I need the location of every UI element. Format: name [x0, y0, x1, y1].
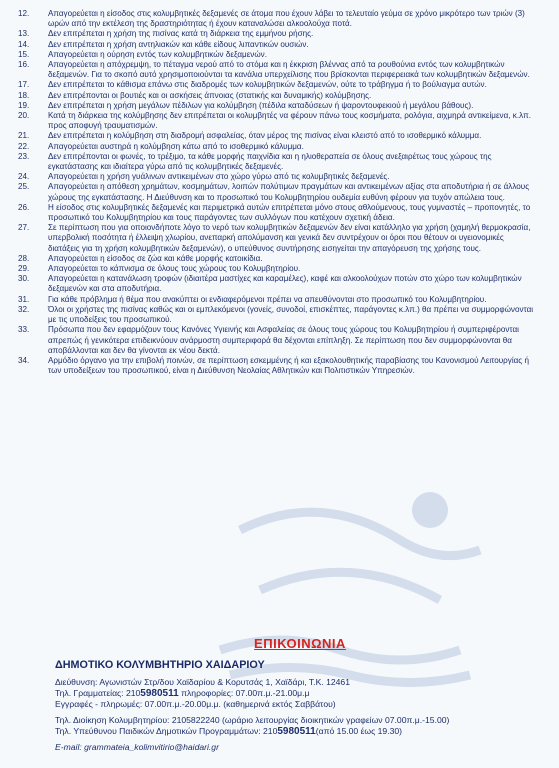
rule-number: 23. [18, 151, 30, 161]
rule-number: 24. [18, 172, 30, 182]
rule-number: 18. [18, 90, 30, 100]
rule-number: 12. [18, 9, 30, 18]
rule-number: 20. [18, 111, 30, 121]
rule-number: 17. [18, 80, 30, 90]
rule-number: 15. [18, 49, 30, 59]
rule-item [0, 152, 559, 172]
rule-text: Απαγορεύεται η κατανάλωση τροφών (ιδιαιτέρα μαστίχες και καραμέλες), καφέ και αλκοολούχων ποτών στο χώρο των κολυμβητικών δεξαμενών και στα αποδυτήρια. [48, 274, 522, 294]
rule-number: 14. [18, 39, 30, 49]
contact-section [55, 636, 545, 753]
rule-text: Απαγορεύεται το κάπνισμα σε όλους τους χώρους του Κολυμβητηρίου. [48, 264, 301, 274]
rule-text: Η είσοδος στις κολυμβητικές δεξαμενές και περιμετρικά αυτών επιτρέπεται μόνο στους αθλούμενους, τους γυμναστές – προπονητές, το προσωπικό του Κολυμβητηρίου και τους παράγοντες των συλλόγων που κατέχουν σχετική άδεια. [48, 202, 531, 223]
rule-item [0, 274, 559, 294]
rule-text: Δεν επιτρέπονται οι φωνές, το τρέξιμο, τα κάθε μορφής παιχνίδια και η ηλιοθεραπεία σε όλους ανεξαιρέτως τους χώρους της εγκατάστασης και ιδιαίτερα γύρω από τις κολυμβητικές δεξαμενές. [48, 151, 492, 172]
address-line: Διεύθυνση: Αγωνιστών Στρ/δου Χαϊδαρίου & Κορυτσάς 1, Χαϊδάρι, Τ.Κ. 12461 [55, 677, 350, 687]
rule-text: Όλοι οι χρήστες της πισίνας καθώς και οι εμπλεκόμενοι (γονείς, συνοδοί, επισκέπτες, παράγοντες κ.λπ.) θα πρέπει να συμμορφώνονται με τις υποδείξεις του προσωπικού. [48, 304, 534, 325]
rule-item [0, 50, 559, 60]
secretariat-line [55, 688, 545, 699]
rule-item [0, 9, 559, 29]
rule-text: Απαγορεύεται η είσοδος σε ζώα και κάθε μορφής κατοικίδια. [48, 253, 263, 263]
rule-item [0, 111, 559, 131]
rule-text: Απαγορεύεται η απόχρεμψη, το πέταγμα νερού από το στόμα και η έκκριση βλέννας από τα ρουθούνια εντός των κολυμβητικών δεξαμενών. Για το σκοπό αυτό χρησιμοποιούνται τα κανάλια υπερχείλισης που βρίσκονται περιφερειακά των κολυμβητικών δεξαμενών. [48, 60, 530, 80]
rule-text: Δεν επιτρέπονται οι βουτιές και οι ασκήσεις άπνοιας (στατικής και δυναμικής) κολύμβησης. [48, 90, 372, 100]
email-line[interactable]: E-mail: grammateia_kolimvitirio@haidari.gr [55, 742, 219, 752]
rule-number: 27. [18, 223, 30, 233]
rule-item [0, 131, 559, 141]
secretariat-number: 5980511 [140, 688, 179, 699]
rule-item [0, 172, 559, 182]
rule-item [0, 91, 559, 101]
rule-text: Για κάθε πρόβλημα ή θέμα που ανακύπτει οι ενδιαφερόμενοι πρέπει να απευθύνονται στο προσωπικό του Κολυμβητηρίου. [48, 294, 487, 304]
rule-text: Απαγορεύεται η απόθεση χρημάτων, κοσμημάτων, λοιπών πολύτιμων πραγμάτων και αντικειμένων αξίας στα αποδυτήρια ή σε άλλους χώρους της εγκατάστασης. Η Διεύθυνση και το προσωπικό του Κολυμβητηρίου ουδεμία ευθύνη φέρουν για τυχόν απώλεια τους. [48, 182, 530, 202]
rule-item [0, 101, 559, 111]
rule-number: 30. [18, 274, 30, 284]
rule-item [0, 254, 559, 264]
rule-item [0, 203, 559, 223]
rule-item [0, 142, 559, 152]
kids-programs-line [55, 726, 545, 737]
kids-number: 5980511 [277, 726, 316, 737]
secretariat-info: πληροφορίες: 07.00π.μ.-21.00μ.μ [178, 688, 310, 698]
rule-number: 28. [18, 253, 30, 263]
rule-item [0, 264, 559, 274]
rules-list [0, 9, 559, 376]
rule-number: 31. [18, 294, 30, 304]
management-line: Τηλ. Διοίκηση Κολυμβητηρίου: 2105822240 (ωράριο λειτουργίας διοικητικών γραφείων 07.00π.μ.-15.00) [55, 715, 450, 725]
rule-item [0, 60, 559, 80]
rule-text: Δεν επιτρέπεται το κάθισμα επάνω στις διαδρομές των κολυμβητικών δεξαμενών, ούτε το τράβηγμα ή το βούλιαγμα αυτών. [48, 80, 487, 90]
rule-number: 32. [18, 304, 30, 314]
rule-number: 26. [18, 202, 30, 212]
rule-number: 29. [18, 264, 30, 274]
rule-item [0, 29, 559, 39]
rule-number: 25. [18, 182, 30, 192]
rule-number: 21. [18, 131, 30, 141]
rule-item [0, 40, 559, 50]
rule-text: Δεν επιτρέπεται η κολύμβηση στη διαδρομή ασφαλείας, όταν μέρος της πισίνας είναι κλειστό από το ισοθερμικό κάλυμμα. [48, 131, 482, 141]
rule-number: 33. [18, 325, 30, 335]
rule-text: Απαγορεύεται η είσοδος στις κολυμβητικές δεξαμενές σε άτομα που έχουν λάβει το τελευταίο γεύμα σε χρόνο μικρότερο των τριών (3) ωρών από την εκτέλεση της δραστηριότητας ή έχουν καταναλώσει αλκοολούχα ποτά. [48, 9, 525, 29]
rule-text: Δεν επιτρέπεται η χρήση της πισίνας κατά τη διάρκεια της εμμήνου ρήσης. [48, 29, 314, 39]
rule-item [0, 182, 559, 202]
secretariat-label: Τηλ. Γραμματείας: 210 [55, 688, 141, 698]
rule-text: Κατά τη διάρκεια της κολύμβησης δεν επιτρέπεται οι κολυμβητές να φέρουν πάνω τους κοσμήματα, ρολόγια, αιχμηρά αντικείμενα, κ.λπ. προς αποφυγή τραυματισμών. [48, 111, 531, 131]
kids-hours: (από 15.00 έως 19.30) [315, 726, 403, 736]
rule-text: Δεν επιτρέπεται η χρήση αντηλιακών και κάθε είδους λιπαντικών ουσιών. [48, 39, 309, 49]
rule-item [0, 223, 559, 254]
enrollments-line: Εγγραφές - πληρωμές: 07.00π.μ.-20.00μ.μ. (καθημερινά εκτός Σαββάτου) [55, 699, 336, 709]
rule-number: 19. [18, 100, 30, 110]
rule-number: 34. [18, 355, 30, 365]
rule-text: Απαγορεύεται αυστηρά η κολύμβηση κάτω από το ισοθερμικό κάλυμμα. [48, 141, 304, 151]
rule-item [0, 305, 559, 325]
rule-text: Απαγορεύεται η ούρηση εντός των κολυμβητικών δεξαμενών. [48, 49, 267, 59]
organization-name: ΔΗΜΟΤΙΚΟ ΚΟΛΥΜΒΗΤΗΡΙΟ ΧΑΙΔΑΡΙΟΥ [55, 659, 265, 671]
rule-item [0, 356, 559, 376]
rule-number: 22. [18, 141, 30, 151]
rule-text: Αρμόδιο όργανο για την επιβολή ποινών, σε περίπτωση εσκεμμένης ή και εξακολουθητικής παραβίασης του Κανονισμού Λειτουργίας ή των υποδείξεων του προσωπικού, είναι η Διεύθυνση Νεολαίας Αθλητικών και Πολιτιστικών Υπηρεσιών. [48, 355, 529, 376]
rule-text: Πρόσωπα που δεν εφαρμόζουν τους Κανόνες Υγιεινής και Ασφαλείας σε όλους τους χώρους του Κολυμβητηρίου ή συμπεριφέρονται απρεπώς ή γενικότερα επιδεικνύουν ανάρμοστη συμπεριφορά θα δέχονται επίπληξη. Σε περίπτωση που δεν συμμορφώνονται θα αποβάλλονται και δεν θα γίνονται εκ νέου δεκτά. [48, 325, 519, 355]
rule-text: Σε περίπτωση που για οποιονδήποτε λόγο το νερό των κολυμβητικών δεξαμενών δεν είναι κατάλληλο για χρήση (χαμηλή θερμοκρασία, υπερβολική ποσότητα ή έλλειψη χλωρίου, ανεπαρκή απολύμανση και γενικά δεν συντρέχουν οι όροι που θέτουν οι υγειονομικές διατάξεις για τη χρήση κολυμβητικών δεξαμενών), ο υπεύθυνος συντήρησης εισηγείται την απαγόρευση της χρήσης τους. [48, 223, 531, 253]
rule-text: Απαγορεύεται η χρήση γυάλινων αντικειμένων στο χώρο γύρω από τις κολυμβητικές δεξαμενές. [48, 172, 390, 182]
rule-item [0, 80, 559, 90]
rule-number: 16. [18, 60, 30, 70]
rule-text: Δεν επιτρέπεται η χρήση μεγάλων πέδιλων για κολύμβηση (πέδιλα καταδύσεων ή ψαροντουφεκιού ή μεγάλου βάθους). [48, 100, 474, 110]
rule-number: 13. [18, 29, 30, 39]
rule-item [0, 295, 559, 305]
rule-item [0, 325, 559, 356]
kids-label: Τηλ. Υπεύθυνου Παιδικών Δημοτικών Προγραμμάτων: 210 [55, 726, 278, 736]
contact-heading: ΕΠΙΚΟΙΝΩΝΙΑ [254, 636, 346, 651]
